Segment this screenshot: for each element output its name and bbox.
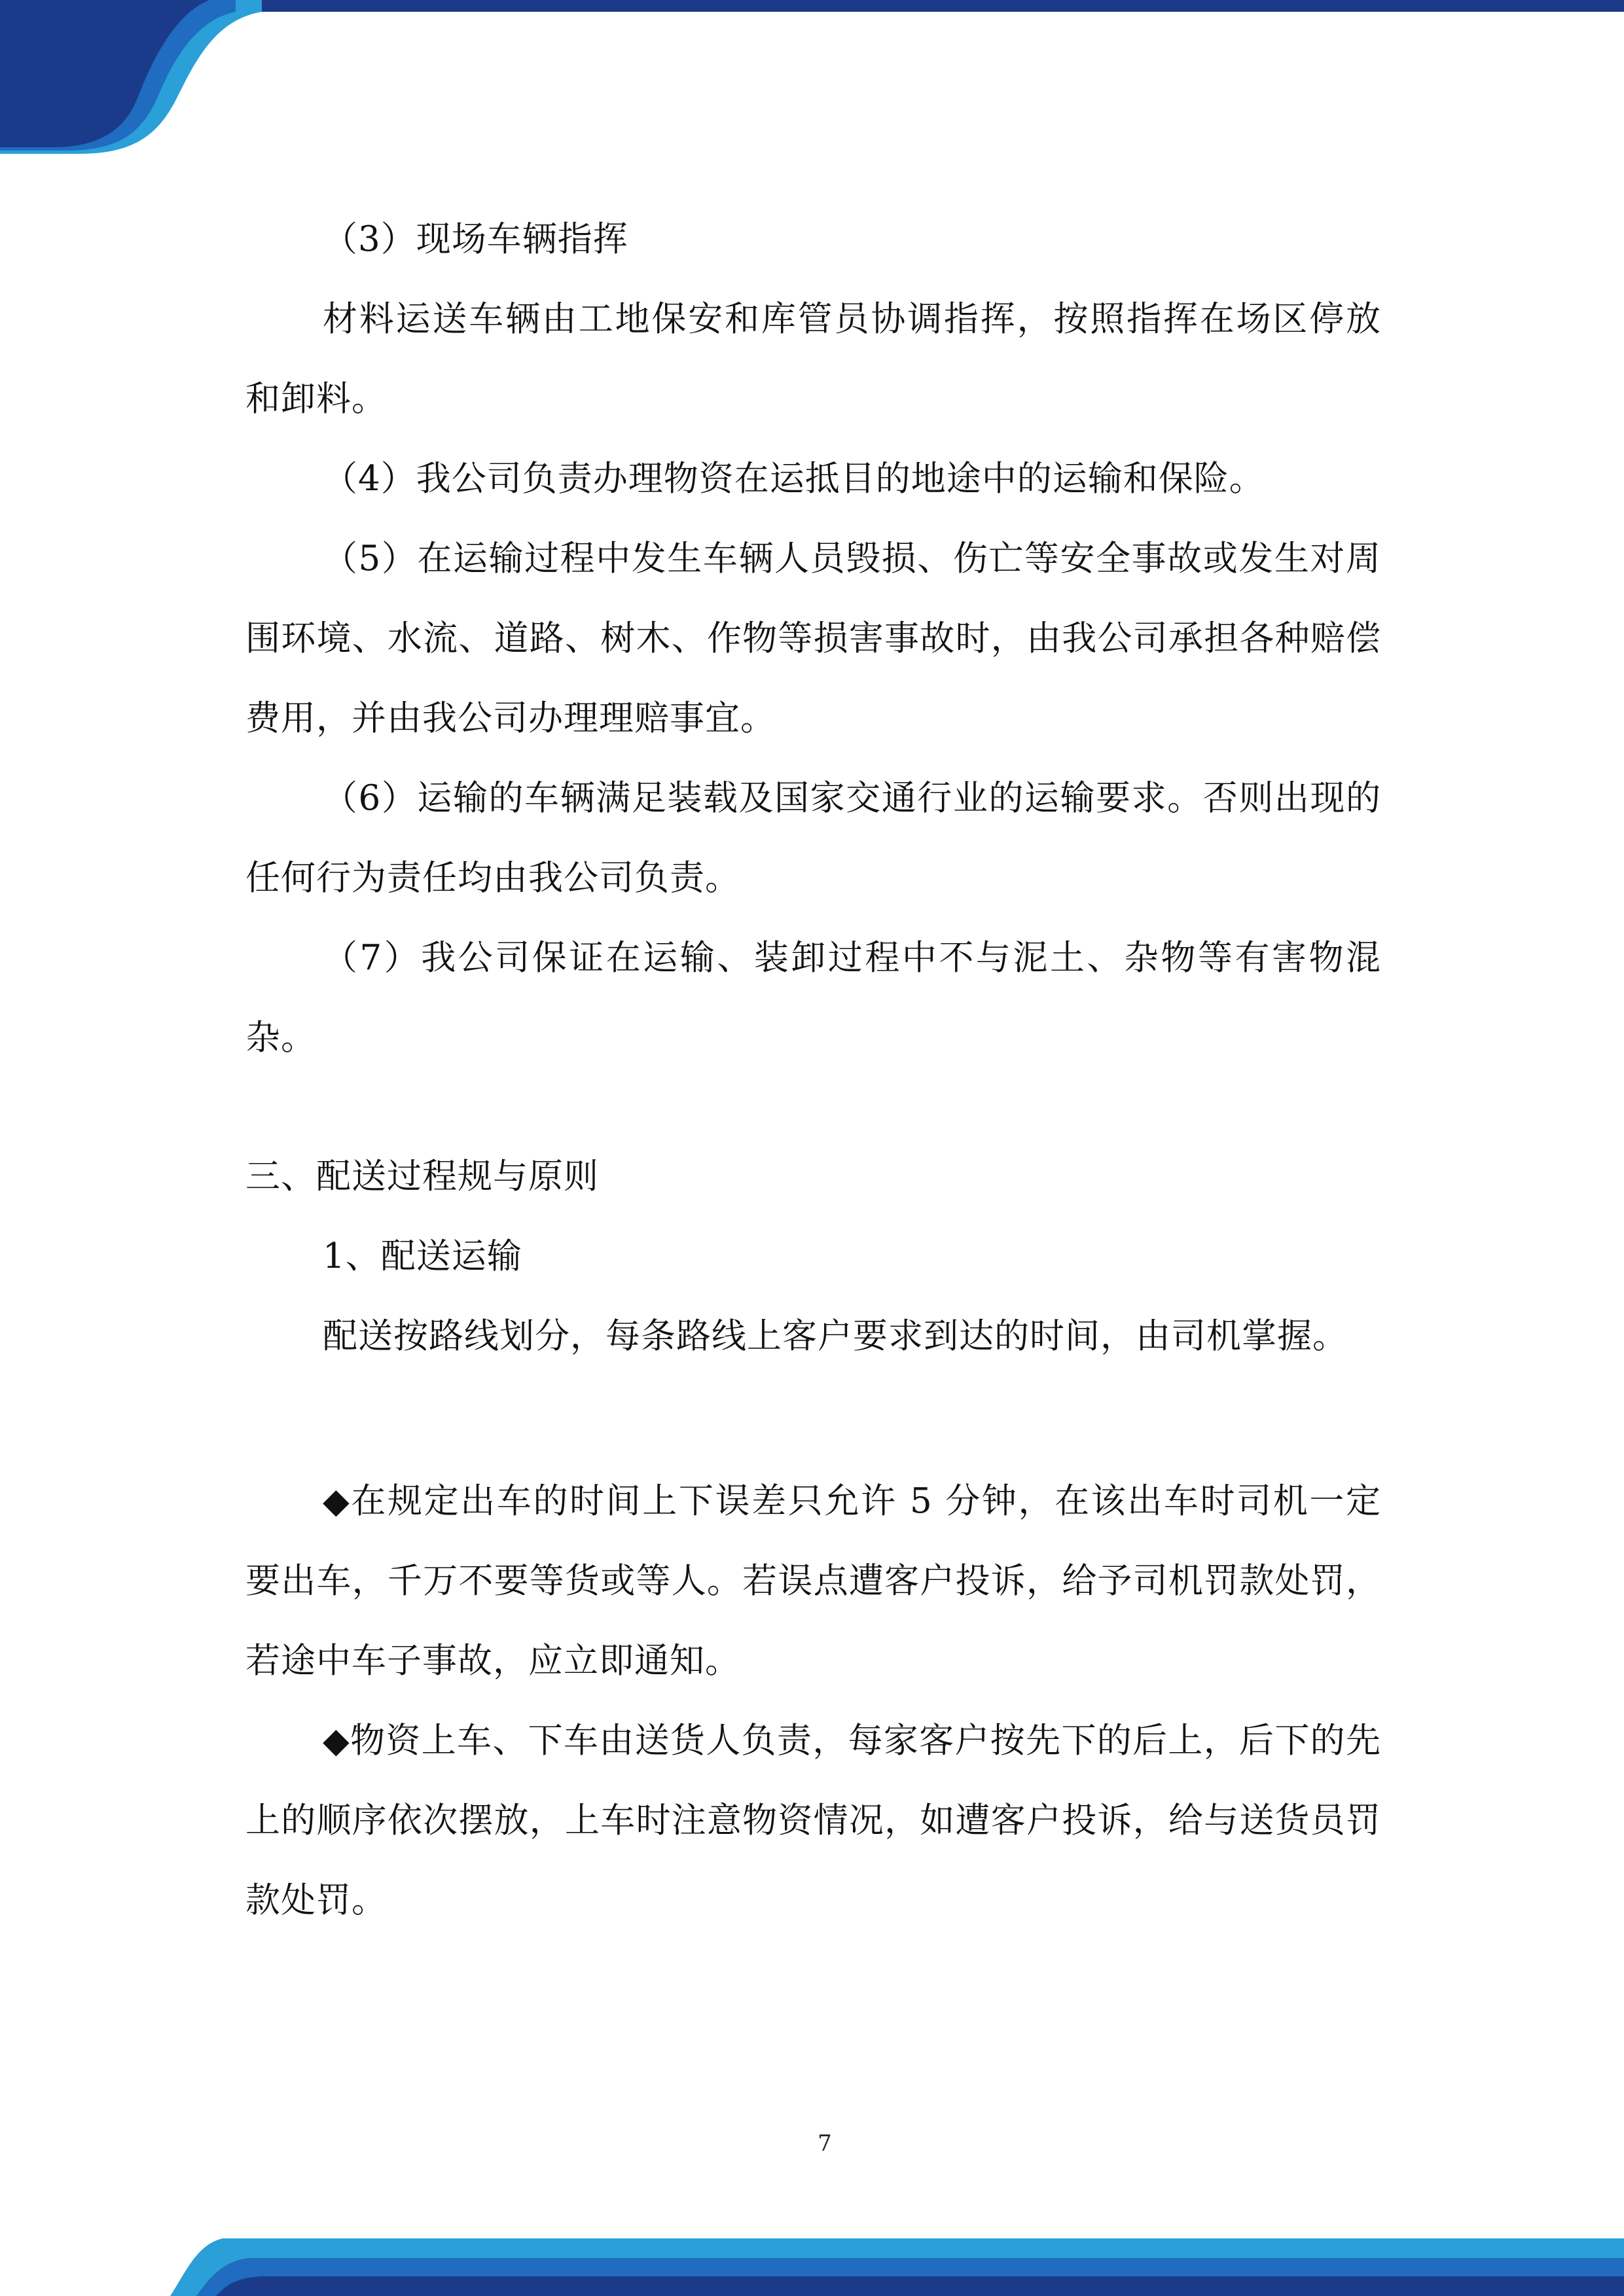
item3-title: （3）现场车辆指挥 <box>323 219 628 259</box>
page-number: 7 <box>818 2130 832 2157</box>
item4-paragraph: （4）我公司负责办理物资在运抵目的地途中的运输和保险。 <box>323 459 1265 499</box>
sub1-heading: 1、配送运输 <box>323 1236 522 1276</box>
bullet2-paragraph: ◆物资上车、下车由送货人负责，每家客户按先下的后上，后下的先上的顺序依次摆放，上车时注意物资情况，如遭客户投诉，给与送货员罚款处罚。 <box>245 1721 1381 1920</box>
sub1-body: 配送按路线划分，每条路线上客户要求到达的时间，由司机掌握。 <box>323 1316 1348 1356</box>
item5-paragraph: （5）在运输过程中发生车辆人员毁损、伤亡等安全事故或发生对周围环境、水流、道路、树木、作物等损害事故时，由我公司承担各种赔偿费用，并由我公司办理理赔事宜。 <box>245 539 1381 738</box>
item6-paragraph: （6）运输的车辆满足装载及国家交通行业的运输要求。否则出现的任何行为责任均由我公司负责。 <box>245 778 1381 898</box>
item7-paragraph: （7）我公司保证在运输、装卸过程中不与泥土、杂物等有害物混杂。 <box>245 938 1381 1058</box>
item3-body: 材料运送车辆由工地保安和库管员协调指挥，按照指挥在场区停放和卸料。 <box>245 299 1381 419</box>
header-decoration <box>0 0 1624 157</box>
document-body <box>245 200 1381 1941</box>
bullet1-paragraph: ◆在规定出车的时间上下误差只允许 5 分钟，在该出车时司机一定要出车，千万不要等货或等人。若误点遭客户投诉，给予司机罚款处罚，若途中车子事故，应立即通知。 <box>245 1481 1381 1681</box>
footer-dark-band <box>216 2276 1624 2296</box>
section3-heading: 三、配送过程规与原则 <box>245 1157 599 1196</box>
footer-decoration <box>0 2212 1624 2296</box>
